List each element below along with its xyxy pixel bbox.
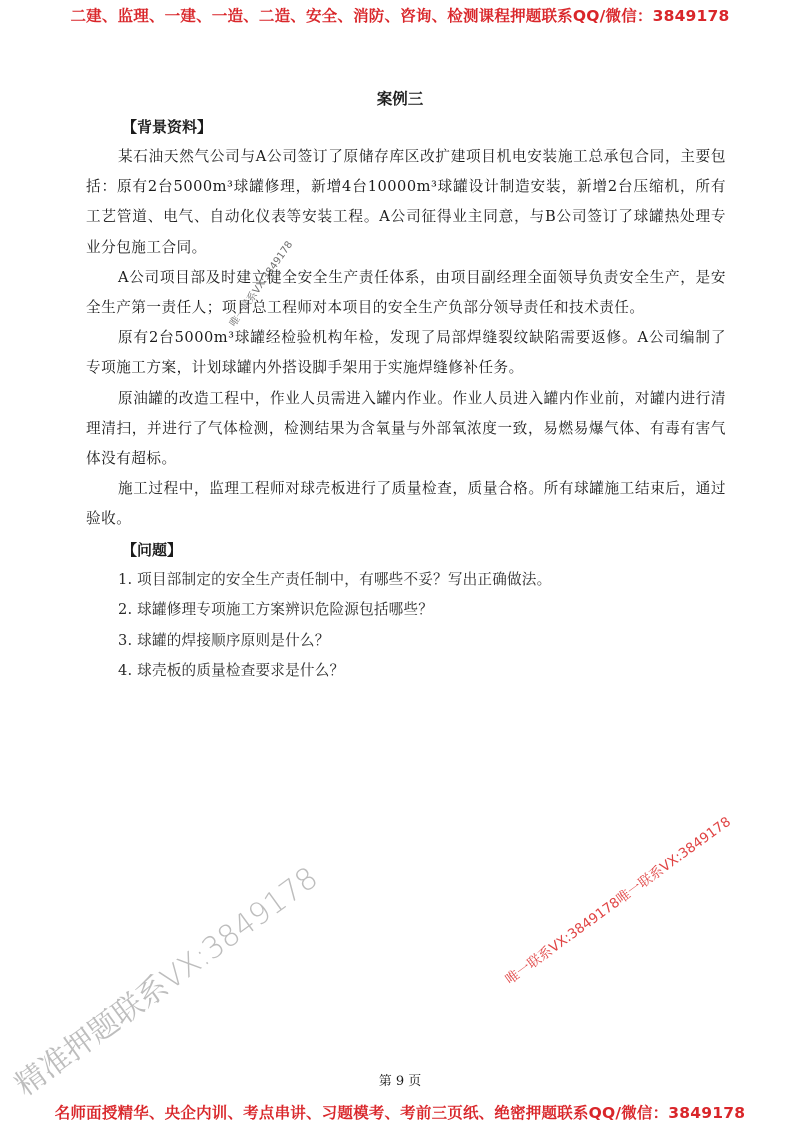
questions-heading: 【问题】 [122, 540, 183, 559]
background-heading: 【背景资料】 [122, 118, 213, 136]
background-paragraph-5: 施工过程中，监理工程师对球壳板进行了质量检查，质量合格。所有球罐施工结束后，通过验收。 [86, 480, 726, 528]
question-4: 4. 球壳板的质量检查要求是什么？ [118, 662, 345, 680]
page-number: 第 9 页 [378, 1074, 422, 1089]
question-3: 3. 球罐的焊接顺序原则是什么？ [118, 631, 330, 649]
document-body [86, 112, 726, 687]
background-paragraph-4: 原油罐的改造工程中，作业人员需进入罐内作业。作业人员进入罐内作业前，对罐内进行清理清扫，并进行了气体检测，检测结果为含氧量与外部氧浓度一致，易燃易爆气体、有毒有害气体没有超标。 [86, 389, 726, 468]
top-contact-banner: 二建、监理、一建、一造、二造、安全、消防、咨询、检测课程押题联系QQ/微信：3849178 [70, 7, 730, 25]
question-1: 1. 项目部制定的安全生产责任制中，有哪些不妥？写出正确做法。 [118, 570, 552, 588]
question-2: 2. 球罐修理专项施工方案辨识危险源包括哪些？ [118, 601, 434, 619]
background-paragraph-3: 原有2台5000m³球罐经检验机构年检，发现了局部焊缝裂纹缺陷需要返修。A公司编制了专项施工方案，计划球罐内外搭设脚手架用于实施焊缝修补任务。 [86, 329, 726, 377]
large-watermark: 精准押题联系VX:3849178 [8, 860, 325, 1104]
red-watermark: 唯一联系VX:3849178唯一联系VX:3849178 [502, 813, 734, 988]
bottom-contact-banner: 名师面授精华、央企内训、考点串讲、习题模考、考前三页纸、绝密押题联系QQ/微信：3849178 [54, 1104, 746, 1122]
background-paragraph-2: A公司项目部及时建立健全安全生产责任体系，由项目副经理全面领导负责安全生产，是安全生产第一责任人；项目总工程师对本项目的安全生产负部分领导责任和技术责任。 [86, 268, 726, 317]
background-paragraph-1: 某石油天然气公司与A公司签订了原储存库区改扩建项目机电安装施工总承包合同，主要包括：原有2台5000m³球罐修理，新增4台10000m³球罐设计制造安装，新增2台压缩机，所有工艺管道、电气、自动化仪表等安装工程。A公司征得业主同意，与B公司签订了球罐热处理专业分包施工合同。 [86, 148, 726, 256]
case-title: 案例三 [376, 90, 424, 108]
small-watermark: 唯一联系VX:3849178 [227, 239, 296, 329]
